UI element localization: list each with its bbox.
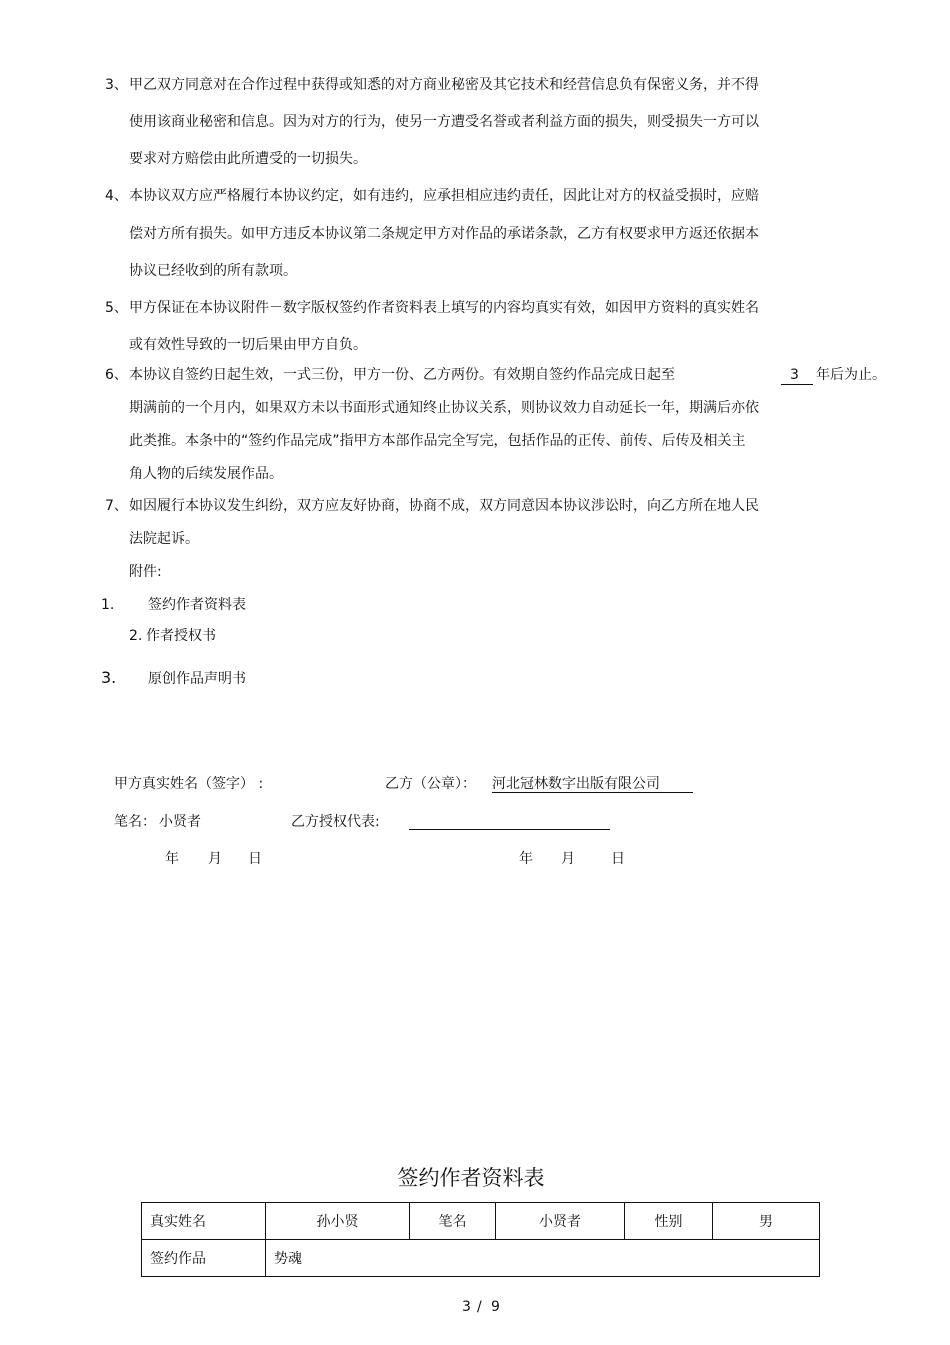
page-number-separator: /: [477, 1299, 482, 1315]
attachment-1-number: 1.: [101, 597, 115, 613]
clause-4-number: 4、: [105, 188, 128, 204]
clause-5-line-1: 甲方保证在本协议附件－数字版权签约作者资料表上填写的内容均真实有效，如因甲方资料的真实姓名: [129, 300, 759, 316]
date-b-year: 年: [519, 851, 533, 867]
clause-6-line-3: 此类推。本条中的“签约作品完成”指甲方本部作品完全写完，包括作品的正传、前传、后传及相关主: [129, 433, 746, 449]
party-b-company-name: 河北冠林数字出版有限公司: [492, 776, 660, 792]
clause-5-number: 5、: [105, 300, 128, 316]
pen-name-label: 笔名：: [114, 814, 156, 830]
clause-6-years-value: 3: [790, 367, 799, 383]
party-b-rep-signature-line[interactable]: [409, 829, 610, 830]
clause-5-line-2: 或有效性导致的一切后果由甲方自负。: [129, 337, 367, 353]
clause-3-line-1: 甲乙双方同意对在合作过程中获得或知悉的对方商业秘密及其它技术和经营信息负有保密义务，并不得: [129, 77, 759, 93]
clause-3-number: 3、: [105, 77, 128, 93]
clause-6-line-4: 角人物的后续发展作品。: [129, 466, 283, 482]
clause-7-number: 7、: [105, 498, 128, 514]
clause-7-line-2: 法院起诉。: [129, 531, 199, 547]
clause-6-line-2: 期满前的一个月内，如果双方未以书面形式通知终止协议关系，则协议效力自动延长一年，期满后亦依: [129, 400, 759, 416]
date-b-month: 月: [561, 851, 575, 867]
clause-6-number: 6、: [105, 367, 128, 383]
work-label-cell: 签约作品: [142, 1240, 266, 1277]
date-b-day: 日: [611, 851, 625, 867]
date-a-month: 月: [208, 851, 222, 867]
party-b-company-underline: [492, 792, 693, 793]
real-name-label-cell: 真实姓名: [142, 1203, 266, 1240]
table-row: [142, 1203, 820, 1240]
clause-6-line-1: 本协议自签约日起生效，一式三份，甲方一份、乙方两份。有效期自签约作品完成日起至: [129, 367, 675, 383]
clause-6-years-underline: [781, 384, 813, 385]
attachment-1-text: 签约作者资料表: [148, 597, 246, 613]
gender-label-cell: 性别: [625, 1203, 713, 1240]
pen-name-label-cell: 笔名: [410, 1203, 496, 1240]
date-a-year: 年: [165, 851, 179, 867]
author-profile-table: [141, 1202, 820, 1277]
party-b-rep-label: 乙方授权代表:: [291, 814, 380, 830]
attachment-3-text: 原创作品声明书: [148, 671, 246, 687]
clause-7-line-1: 如因履行本协议发生纠纷，双方应友好协商，协商不成，双方同意因本协议涉讼时，向乙方所在地人民: [129, 498, 759, 514]
attachment-2-number: 2.: [129, 628, 143, 644]
work-value-cell: 势魂: [266, 1240, 820, 1277]
party-a-name-label: 甲方真实姓名（签字） :: [114, 776, 264, 792]
attachment-3-number: 3.: [101, 668, 117, 687]
page-number-total: 9: [491, 1299, 500, 1315]
pen-name-value: 小贤者: [159, 814, 201, 830]
pen-name-value-cell: 小贤者: [496, 1203, 625, 1240]
date-a-day: 日: [248, 851, 262, 867]
clause-3-line-2: 使用该商业秘密和信息。因为对方的行为，使另一方遭受名誉或者利益方面的损失，则受损失一方可以: [129, 114, 759, 130]
clause-4-line-2: 偿对方所有损失。如甲方违反本协议第二条规定甲方对作品的承诺条款，乙方有权要求甲方返还依据本: [129, 226, 759, 242]
gender-value-cell: 男: [713, 1203, 820, 1240]
attachments-label: 附件:: [129, 564, 162, 580]
attachment-2-text: 作者授权书: [146, 628, 216, 644]
profile-table-title: 签约作者资料表: [397, 1166, 545, 1190]
clause-4-line-1: 本协议双方应严格履行本协议约定，如有违约，应承担相应违约责任，因此让对方的权益受损时，应赔: [129, 188, 759, 204]
clause-4-line-3: 协议已经收到的所有款项。: [129, 263, 297, 279]
clause-6-line-1-end: 年后为止。: [816, 367, 886, 383]
page-number-current: 3: [462, 1299, 471, 1315]
real-name-value-cell: 孙小贤: [266, 1203, 410, 1240]
clause-3-line-3: 要求对方赔偿由此所遭受的一切损失。: [129, 151, 367, 167]
party-b-seal-label: 乙方（公章）：: [385, 776, 476, 792]
table-row: [142, 1240, 820, 1277]
